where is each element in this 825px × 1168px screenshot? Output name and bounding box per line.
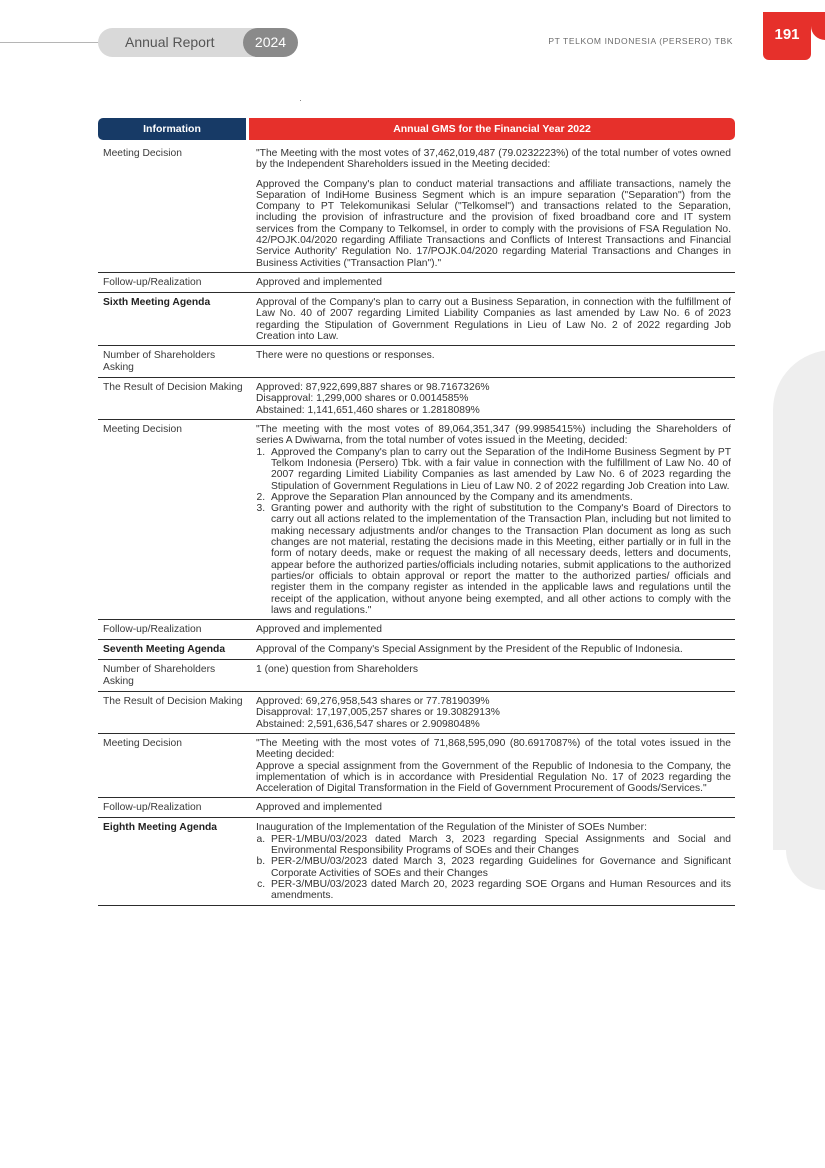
vote-abstained: Abstained: 2,591,636,547 shares or 2.9098048% [256,718,480,730]
row-value: There were no questions or responses. [256,350,435,362]
table-row [98,378,735,420]
row-value: Approved and implemented [256,802,382,814]
decision-intro: "The Meeting with the most votes of 71,868,595,090 (80.6917087%) of the total votes issued in the Meeting decided: [256,737,731,761]
row-label: Meeting Decision [103,148,182,159]
decision-intro: "The Meeting with the most votes of 37,462,019,487 (79.0232223%) of the total number of votes owned by the Independent Shareholders issued in the Meeting decided: [256,148,731,171]
table-header [98,118,735,140]
row-value [256,692,735,733]
row-label: Eighth Meeting Agenda [103,822,218,834]
table-row [98,144,735,273]
row-label: Seventh Meeting Agenda [103,644,226,656]
table-row [98,346,735,378]
decision-list [256,447,731,616]
row-label: The Result of Decision Making [103,382,243,394]
row-value: Approved and implemented [256,276,382,288]
row-label: Meeting Decision [103,737,182,749]
vote-disapproval: Disapproval: 1,299,000 shares or 0.0014585% [256,393,469,405]
row-value [256,818,735,904]
row-label: Follow-up/Realization [103,624,202,636]
list-item: a. PER-1/MBU/03/2023 dated March 3, 2023 regarding Special Assignments and Social and Environmental Responsibility Programs of SOEs and their Changes [268,834,731,857]
list-item: 1. Approved the Company's plan to carry out the Separation of the IndiHome Business Segment by PT Telkom Indonesia (Persero) Tbk. with a fair value in connection with the fulfillment of Law No. 40 of 2007 regarding Limited Liability Companies as last amended by Law No. 6 of 2023 regarding the Stipulation of Government Regulations in Lieu of Law N0. 2 of 2022 regarding Job Creation into Law. [268,447,731,492]
table-row [98,660,735,692]
vote-approved: Approved: 69,276,958,543 shares or 77.7819039% [256,696,490,708]
row-value: Approval of the Company's plan to carry out a Business Separation, in connection with the fulfillment of Law No. 40 of 2007 regarding Limited Liability Companies as last amended by Law No. 6 of 2023 regarding the Stipulation of Government Regulations in Lieu of Law No. 2 of 2022 regarding Job Creation into Law. [256,296,731,342]
agenda-intro: Inauguration of the Implementation of the Regulation of the Minister of SOEs Number: [256,822,647,834]
list-item: 2. Approve the Separation Plan announced by the Company and its amendments. [268,492,731,503]
row-label: Number of Shareholders Asking [103,350,216,374]
list-item: 3. Granting power and authority with the right of substitution to the Company's Board of Directors to carry out all actions related to the implementation of the Transaction Plan, including but not limited to making necessary adjustments and/or changes to the Transaction Plan document as long as such changes are not material, restating the decisions made in this Meeting, either partially or in full in the form of notary deeds, make or request the making of all necessary deeds, letters and documents, appear before the authorized parties/officials including notaries, submit applications to the authorized parties/or officials to obtain approval or report the matter to the authorized parties/ officials and register them in the company register as intended in the applicable laws and regulations until the receipt of the application, without anyone being exempted, and all other actions to comply with the laws and regulations." [268,503,731,616]
row-value [256,734,735,797]
vote-disapproval: Disapproval: 17,197,005,257 shares or 19.3082913% [256,707,500,719]
row-value [256,420,735,619]
side-decoration [773,350,825,850]
vote-approved: Approved: 87,922,699,887 shares or 98.7167326% [256,382,490,394]
table-row [98,293,735,346]
row-label: Sixth Meeting Agenda [103,296,211,308]
regulation-list [256,834,731,902]
report-label: Annual Report [98,28,266,57]
gms-table [98,118,735,906]
row-label: Follow-up/Realization [103,276,202,288]
table-row [98,798,735,818]
table-row [98,420,735,620]
header-information: Information [98,118,246,140]
row-label: Follow-up/Realization [103,802,202,814]
table-row [98,734,735,798]
table-row [98,640,735,660]
row-value: Approved and implemented [256,624,382,636]
stray-dot [300,100,301,101]
page-tab-decoration [811,12,825,40]
row-value: Approval of the Company's Special Assignment by the President of the Republic of Indonesia. [256,644,683,656]
table-row [98,273,735,293]
decision-body: Approve a special assignment from the Government of the Republic of Indonesia to the Company, the implementation of which is in accordance with Presidential Regulation No. 17 of 2023 regarding the Acceleration of Digital Transformation in the Field of Government Procurement of Goods/Services." [256,760,731,795]
table-row [98,620,735,640]
table-row [98,818,735,905]
table-row [98,692,735,734]
row-value [256,144,735,272]
header-rule [0,42,110,43]
row-value: 1 (one) question from Shareholders [256,664,418,676]
row-value [256,378,735,419]
decision-body: Approved the Company's plan to conduct material transactions and affiliate transactions, namely the Separation of IndiHome Business Segment which is an impure separation ("Separation") from the Company to PT Telekomunikasi Selular ("Telkomsel") and transactions related to the Separation, including the provision of infrastructure and the provision of fixed broadband core and IT system services from the Company to Telkomsel, in order to comply with the provisions of FSA Regulation No. 42/POJK.04/2020 regarding Affiliate Transactions and Conflicts of Interest Transactions and Financial Service Authority' Regulation No. 17/POJK.04/2020 regarding Material Transactions and Changes in Business Activities ("Transaction Plan")." [256,178,731,269]
report-year: 2024 [243,28,298,57]
vote-abstained: Abstained: 1,141,651,460 shares or 1.2818089% [256,404,480,416]
row-label: The Result of Decision Making [103,696,243,708]
list-item: b. PER-2/MBU/03/2023 dated March 3, 2023 regarding Guidelines for Governance and Significant Corporate Activities of SOEs and their Changes [268,856,731,879]
page-number: 191 [763,12,811,60]
row-label: Meeting Decision [103,424,182,436]
side-decoration-lower [786,780,825,890]
list-item: c. PER-3/MBU/03/2023 dated March 20, 2023 regarding SOE Organs and Human Resources and its amendments. [268,879,731,902]
header-gms: Annual GMS for the Financial Year 2022 [249,118,735,140]
decision-intro: "The meeting with the most votes of 89,064,351,347 (99.9985415%) including the Shareholders of series A Dwiwarna, from the total number of votes issued in the Meeting, decided: [256,424,731,447]
row-label: Number of Shareholders Asking [103,664,216,688]
company-name: PT TELKOM INDONESIA (PERSERO) TBK [548,36,733,46]
